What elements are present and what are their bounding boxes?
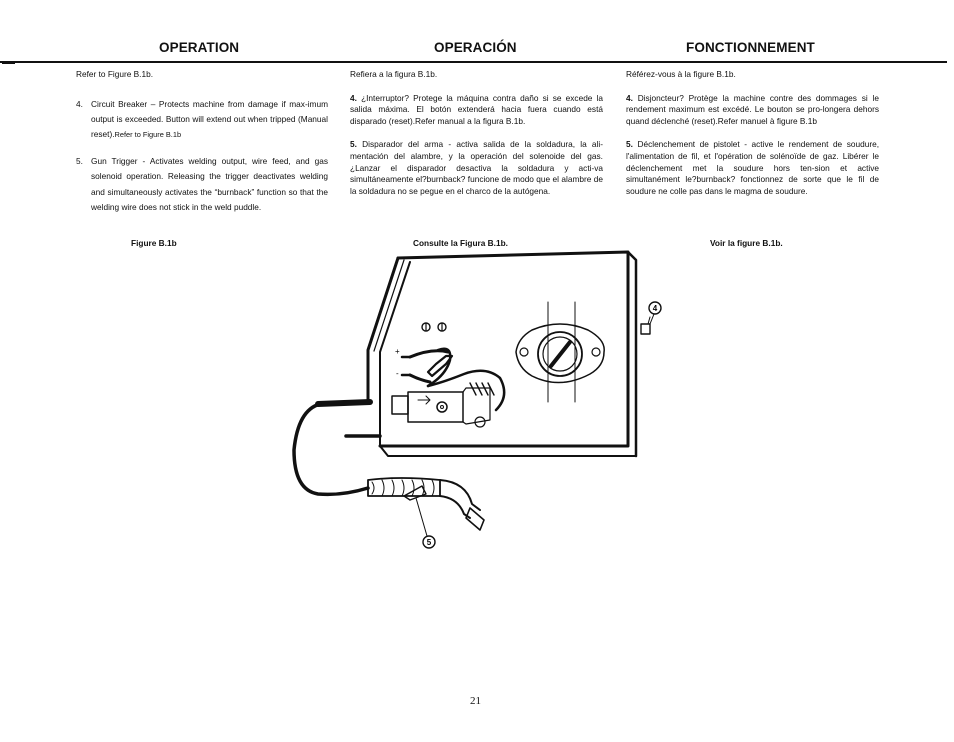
english-item-4-ref: Refer to Figure B.1b: [114, 130, 182, 139]
french-item-5-num: 5.: [626, 139, 633, 150]
french-item-4-num: 4.: [626, 92, 633, 103]
spanish-item-4-text: ¿Interruptor? Protege la máquina contra daño si se excede la salida máxima. El botón extenderá hacia fuera cuando está disparado (reset).Refer manual a la figura B.1b.: [350, 92, 604, 126]
english-item-4-num: 4.: [76, 98, 83, 109]
gun-cable: [294, 404, 368, 494]
english-ref: Refer to Figure B.1b.: [76, 69, 154, 79]
spanish-ref: Refiera a la figura B.1b.: [350, 69, 438, 79]
spanish-item-5-num: 5.: [350, 139, 357, 150]
power-cable: [318, 402, 380, 436]
drive-assembly: [392, 383, 494, 427]
french-item-5-text: Déclenchement de pistolet - active le rendement de soudure, l'alimentation de fil, et l'opération de solénoïde de gaz. Libérer le déclenchement met la soudure hors ten-sion et active simultanément le?burnback? fonctionnez de sorte que le fil de soudure ne colle pas dans le magma de soudure.: [626, 139, 879, 196]
callout-5-label: 5: [426, 538, 432, 547]
callout-5: [416, 498, 435, 548]
header-fonctionnement: FONCTIONNEMENT: [686, 40, 815, 55]
french-item-4-text: Disjoncteur? Protège la machine contre des dommages si le rendement maximum est excédé. Le bouton se pro-longera dehors quand déclenché (reset).Refer manuel à figure B.1b: [626, 92, 879, 126]
callout-4-label: 4: [652, 304, 658, 313]
english-item-4-text: Circuit Breaker – Protects machine from damage if max-imum output is exceeded. Button will extend out when tripped (Manual reset).: [91, 98, 328, 139]
welder-cabinet: [368, 252, 636, 456]
spanish-caption: Consulte la Figura B.1b.: [413, 238, 508, 248]
circuit-breaker: [641, 317, 650, 334]
english-caption: Figure B.1b: [131, 238, 177, 248]
page-number: 21: [470, 695, 481, 707]
spanish-item-4-num: 4.: [350, 92, 357, 103]
english-item-5-text: Gun Trigger - Activates welding output, wire feed, and gas solenoid operation. Releasing the trigger deactivates welding and simultaneously activates the “burnback” function so that the welding wire does not stick in the weld puddle.: [91, 156, 328, 212]
french-ref: Référez-vous à la figure B.1b.: [626, 69, 736, 79]
header-operacion: OPERACIÓN: [434, 40, 517, 55]
negative-sign: -: [396, 369, 399, 378]
welding-gun: [368, 478, 484, 530]
positive-sign: +: [395, 347, 400, 356]
spanish-item-5-text: Disparador del arma - activa salida de la soldadura, la ali-mentación del alambre, y la operación del solenoide del gas. ¿Lanzar el disparador desactiva la soldadura y acti-va simultáneamente el?burnback? funcione de modo que el alambre de la soldadura no se pegue en el charco de la autógena.: [350, 139, 603, 196]
french-caption: Voir la figure B.1b.: [710, 238, 783, 248]
header-operation: OPERATION: [159, 40, 240, 55]
english-item-5-num: 5.: [76, 156, 83, 167]
